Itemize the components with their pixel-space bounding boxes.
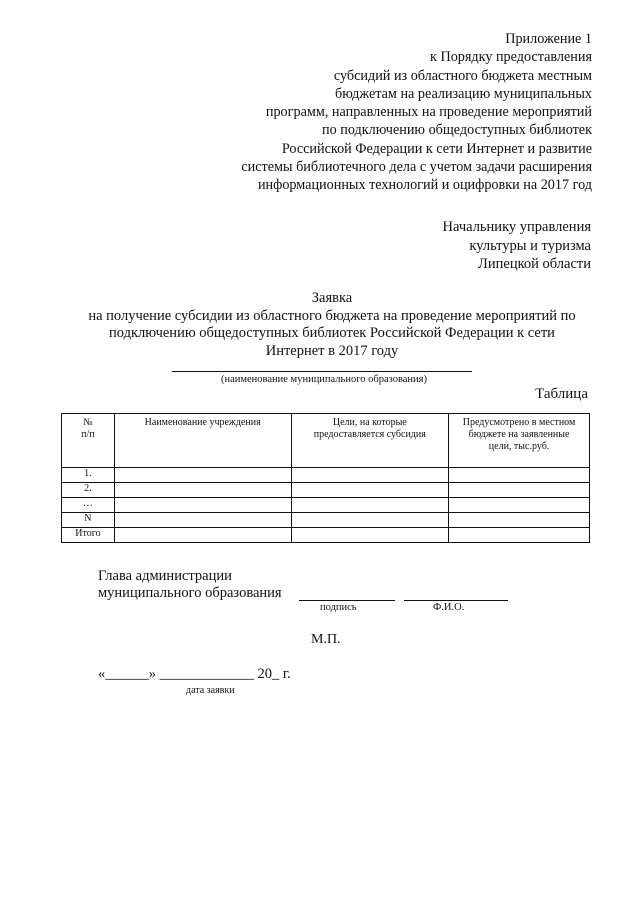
- header-institution: Наименование учреждения: [114, 414, 291, 468]
- table-total-row: [62, 528, 590, 543]
- title-line: подключению общедоступных библиотек Российской Федерации к сети: [109, 325, 555, 341]
- addressee-line: Начальнику управления: [442, 219, 591, 235]
- appendix-line: бюджетам на реализацию муниципальных: [335, 85, 592, 102]
- cell-budget[interactable]: [449, 483, 590, 498]
- table-row: [62, 483, 590, 498]
- header-purpose: Цели, на которые предоставляется субсидия: [291, 414, 449, 468]
- cell-budget[interactable]: [449, 498, 590, 513]
- appendix-line: к Порядку предоставления: [430, 49, 592, 66]
- cell-purpose[interactable]: [291, 513, 449, 528]
- addressee-line: Липецкой области: [478, 256, 591, 272]
- appendix-line: Российской Федерации к сети Интернет и развитие: [281, 140, 592, 157]
- document-title: [40, 290, 624, 360]
- full-name-caption: Ф.И.О.: [433, 602, 465, 613]
- request-date-field[interactable]: «______» _____________ 20_ г.: [98, 666, 291, 682]
- cell-institution[interactable]: [114, 483, 291, 498]
- signer-title-line2: муниципального образования: [98, 585, 282, 601]
- header-number: № п/п: [62, 414, 115, 468]
- appendix-line: субсидий из областного бюджета местным: [333, 67, 592, 84]
- cell-budget[interactable]: [449, 513, 590, 528]
- addressee: [351, 218, 591, 274]
- appendix-line: Приложение 1: [505, 31, 592, 47]
- cell-institution[interactable]: [114, 528, 291, 543]
- request-table: [61, 413, 590, 543]
- cell-purpose[interactable]: [291, 483, 449, 498]
- cell-purpose[interactable]: [291, 528, 449, 543]
- cell-budget[interactable]: [449, 528, 590, 543]
- cell-purpose[interactable]: [291, 468, 449, 483]
- title-line: на получение субсидии из областного бюджета на проведение мероприятий по: [88, 307, 576, 324]
- cell-institution[interactable]: [114, 468, 291, 483]
- request-date-caption: дата заявки: [186, 685, 235, 696]
- cell-purpose[interactable]: [291, 498, 449, 513]
- row-number: 2.: [62, 483, 115, 498]
- signer-title-line1: Глава администрации: [98, 568, 232, 584]
- appendix-line: системы библиотечного дела с учетом задачи расширения: [241, 159, 592, 176]
- header-budget: Предусмотрено в местном бюджете на заявленные цели, тыс.руб.: [449, 414, 590, 468]
- row-number: 1.: [62, 468, 115, 483]
- full-name-line[interactable]: [404, 600, 508, 601]
- title-line: Интернет в 2017 году: [265, 342, 399, 359]
- municipality-caption: (наименование муниципального образования): [220, 374, 428, 385]
- row-total-label: Итого: [62, 528, 115, 543]
- cell-institution[interactable]: [114, 498, 291, 513]
- table-row: [62, 513, 590, 528]
- row-number: …: [62, 498, 115, 513]
- cell-institution[interactable]: [114, 513, 291, 528]
- table-row: [62, 498, 590, 513]
- addressee-line: культуры и туризма: [469, 237, 591, 254]
- appendix-header: [172, 30, 592, 195]
- signature-caption: подпись: [320, 602, 357, 613]
- table-row: [62, 468, 590, 483]
- signature-block: [98, 568, 282, 602]
- appendix-line: информационных технологий и оцифровки на 2017 год: [257, 177, 592, 194]
- row-number: N: [62, 513, 115, 528]
- signature-line[interactable]: [299, 600, 395, 601]
- appendix-line: программ, направленных на проведение мероприятий: [265, 104, 592, 121]
- title-heading: Заявка: [311, 290, 353, 306]
- table-header-row: [62, 414, 590, 468]
- cell-budget[interactable]: [449, 468, 590, 483]
- stamp-place: М.П.: [311, 632, 341, 647]
- table-label: Таблица: [535, 386, 588, 402]
- municipality-name-line[interactable]: [172, 371, 472, 372]
- appendix-line: по подключению общедоступных библиотек: [322, 122, 592, 139]
